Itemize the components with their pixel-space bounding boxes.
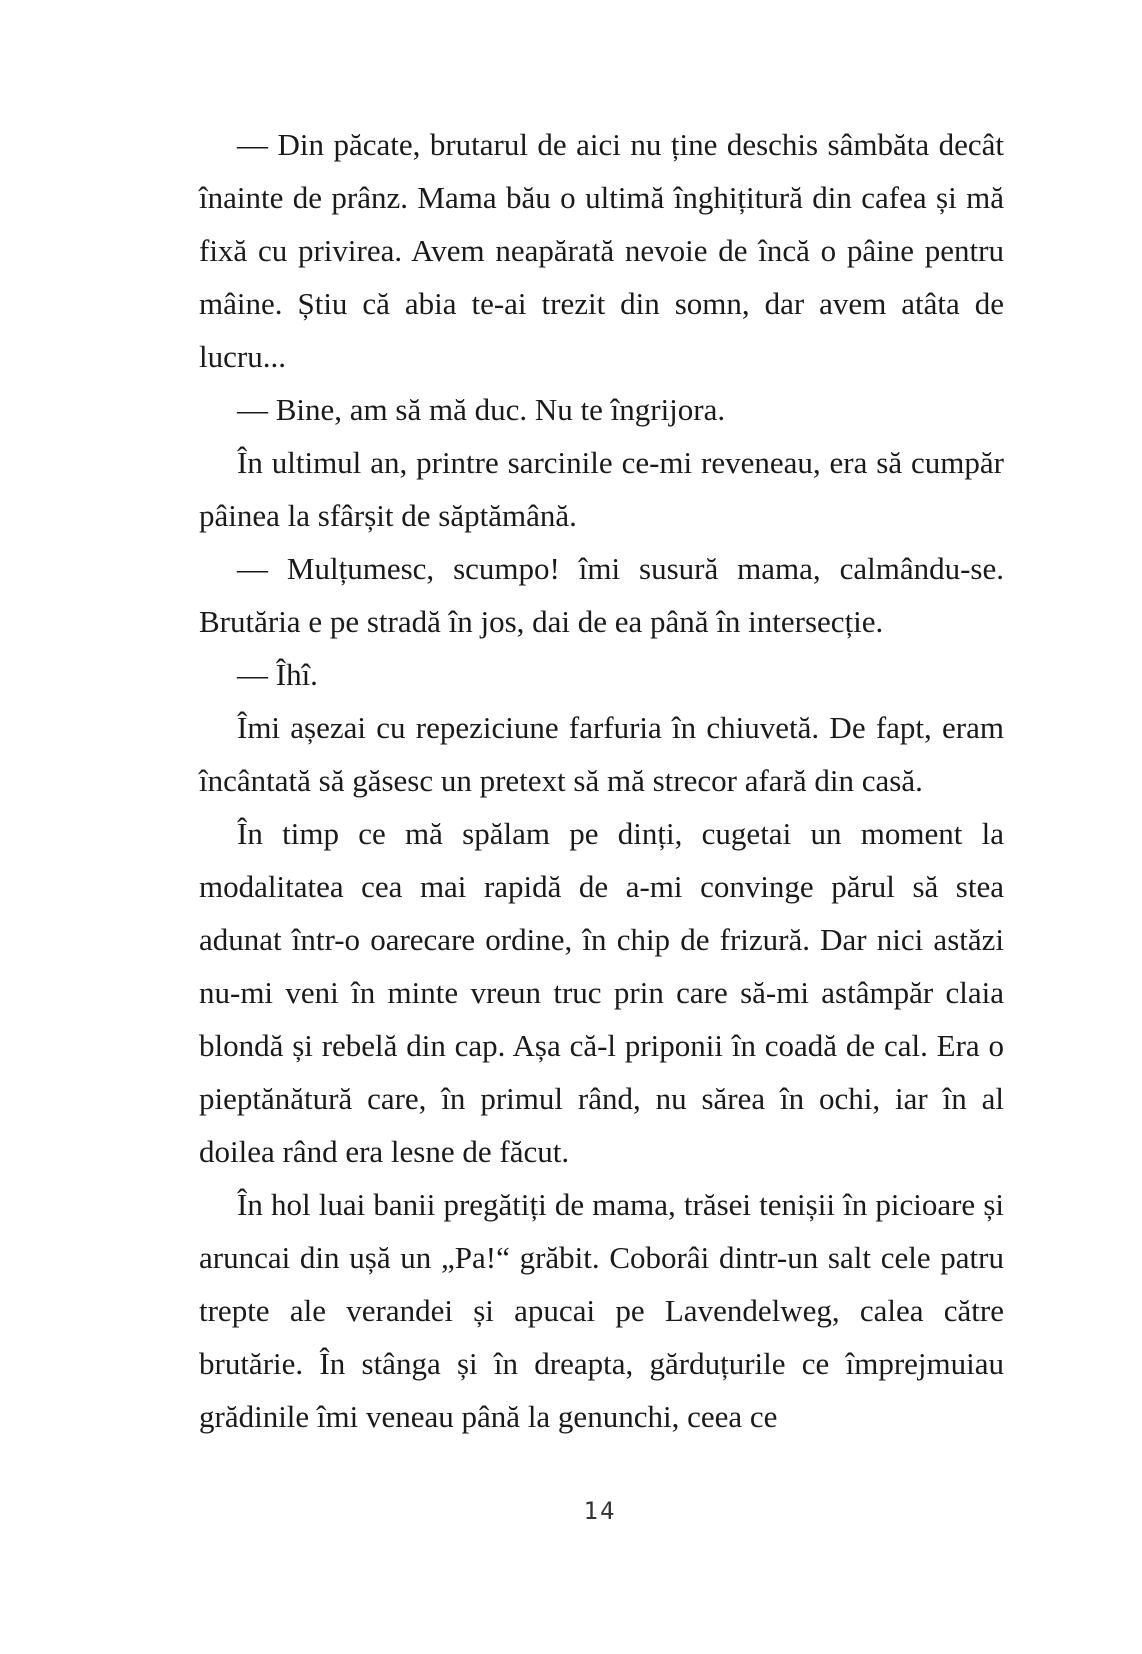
- paragraph: — Îhî.: [237, 657, 318, 692]
- paragraph: — Din păcate, brutarul de aici nu ține deschis sâmbăta decât înainte de prânz. Mama bău o ultimă înghițitură din cafea și mă fixă cu privirea. Avem neapărată nevoie de încă o pâine pentru mâine. Știu că abia te-ai trezit din somn, dar avem atâta de lucru...: [199, 127, 1004, 374]
- paragraph: În hol luai banii pregătiți de mama, trăsei tenișii în picioare și aruncai din ușă un „Pa!“ grăbit. Coborâi dintr-un salt cele patru trepte ale verandei și apucai pe Lavendelweg, calea către brutărie. În stânga și în dreapta, gărduțurile ce împrejmuiau grădinile îmi veneau până la genunchi, ceea ce: [199, 1187, 1004, 1434]
- paragraph: În timp ce mă spălam pe dinți, cugetai un moment la modalitatea cea mai rapidă de a-mi convinge părul să stea adunat într-o oarecare ordine, în chip de frizură. Dar nici astăzi nu-mi veni în minte vreun truc prin care să-mi astâmpăr claia blondă și rebelă din cap. Așa că-l priponii în coadă de cal. Era o pieptănătură care, în primul rând, nu sărea în ochi, iar în al doilea rând era lesne de făcut.: [199, 816, 1004, 1169]
- paragraph: — Bine, am să mă duc. Nu te îngrijora.: [237, 392, 726, 427]
- body-text: [199, 118, 1004, 1443]
- page-number: 14: [583, 1497, 617, 1525]
- paragraph: Îmi așezai cu repeziciune farfuria în chiuvetă. De fapt, eram încântată să găsesc un pretext să mă strecor afară din casă.: [199, 710, 1004, 798]
- paragraph: — Mulțumesc, scumpo! îmi susură mama, calmându-se. Brutăria e pe stradă în jos, dai de ea până în intersecție.: [199, 551, 1004, 639]
- paragraph: În ultimul an, printre sarcinile ce-mi reveneau, era să cumpăr pâinea la sfârșit de săptămână.: [199, 445, 1004, 533]
